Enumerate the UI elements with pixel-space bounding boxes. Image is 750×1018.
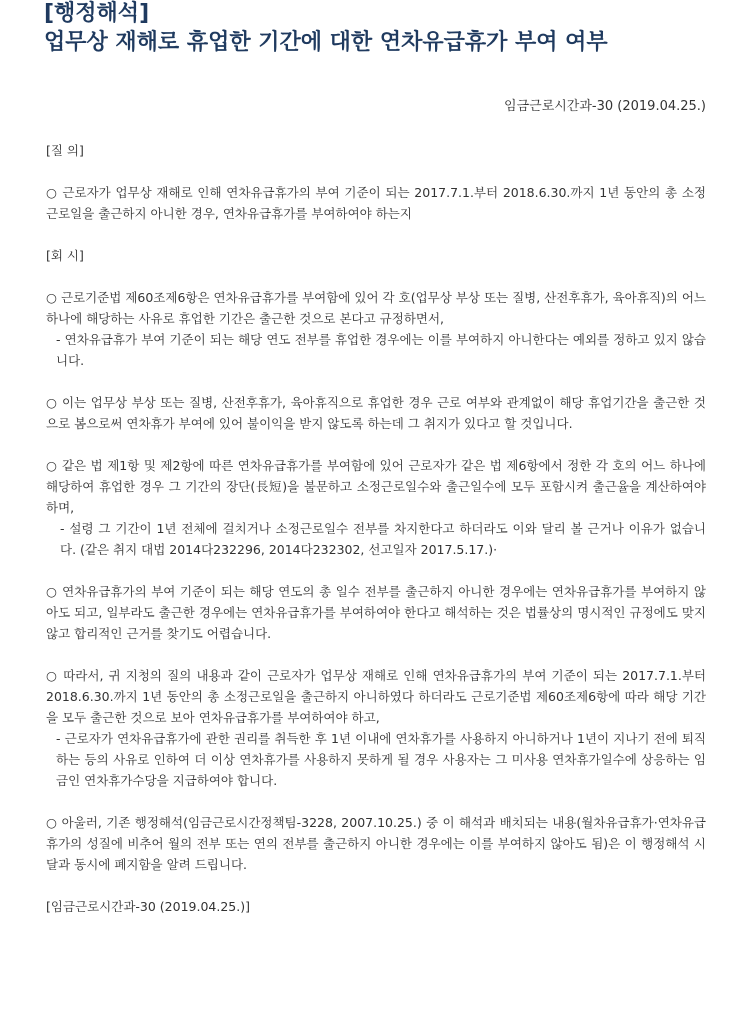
answer-paragraph-1-sub: - 연차유급휴가 부여 기준이 되는 해당 연도 전부를 휴업한 경우에는 이를 부여하지 아니한다는 예외를 정하고 있지 않습니다. [56,332,706,368]
answer-paragraph-1: ○ 근로기준법 제60조제6항은 연차유급휴가를 부여함에 있어 각 호(업무상 부상 또는 질병, 산전후휴가, 육아휴직)의 어느 하나에 해당하는 사유로 휴업한 기간은 출근한 것으로 본다고 규정하면서, [46,290,706,326]
document-body [46,140,706,917]
answer-paragraph-5: ○ 따라서, 귀 지청의 질의 내용과 같이 근로자가 업무상 재해로 인해 연차유급휴가의 부여 기준이 되는 2017.7.1.부터 2018.6.30.까지 1년 동안의 총 소정근로일을 출근하지 아니하였다 하더라도 근로기준법 제60조제6항에 따라 해당 기간을 모두 출근한 것으로 보아 연차유급휴가를 부여하여야 하고, [46,668,706,725]
footer-reference: [임금근로시간과-30 (2019.04.25.)] [46,899,250,914]
answer-label: [회 시] [46,248,84,263]
answer-paragraph-5-sub: - 근로자가 연차유급휴가에 관한 권리를 취득한 후 1년 이내에 연차휴가를 사용하지 아니하거나 1년이 지나기 전에 퇴직하는 등의 사유로 인하여 더 이상 연차휴가를 사용하지 못하게 될 경우 사용자는 그 미사용 연차휴가일수에 상응하는 임금인 연차휴가수당을 지급하여야 합니다. [56,731,706,788]
document-header [44,0,724,58]
question-label: [질 의] [46,143,84,158]
document-number: 임금근로시간과-30 (2019.04.25.) [504,99,706,114]
answer-paragraph-4: ○ 연차유급휴가의 부여 기준이 되는 해당 연도의 총 일수 전부를 출근하지 아니한 경우에는 연차유급휴가를 부여하지 않아도 되고, 일부라도 출근한 경우에는 연차유급휴가를 부여하여야 한다고 해석하는 것은 법률상의 명시적인 규정에도 맞지 않고 합리적인 근거를 찾기도 어렵습니다. [46,584,706,641]
answer-paragraph-3-sub: - 설령 그 기간이 1년 전체에 걸치거나 소정근로일수 전부를 차지한다고 하더라도 이와 달리 볼 근거나 이유가 없습니다. (같은 취지 대법 2014다232296, 2014다232302, 선고일자 2017.5.17.)· [60,521,706,557]
document-title: 업무상 재해로 휴업한 기간에 대한 연차유급휴가 부여 여부 [44,30,608,55]
question-text: ○ 근로자가 업무상 재해로 인해 연차유급휴가의 부여 기준이 되는 2017.7.1.부터 2018.6.30.까지 1년 동안의 총 소정근로일을 출근하지 아니한 경우, 연차유급휴가를 부여하여야 하는지 [46,185,706,221]
document-category: [행정해석] [44,1,150,26]
answer-paragraph-2: ○ 이는 업무상 부상 또는 질병, 산전후휴가, 육아휴직으로 휴업한 경우 근로 여부와 관계없이 해당 휴업기간을 출근한 것으로 봄으로써 연차휴가 부여에 있어 불이익을 받지 않도록 하는데 그 취지가 있다고 할 것입니다. [46,395,706,431]
answer-paragraph-6: ○ 아울러, 기존 행정해석(임금근로시간정책팀-3228, 2007.10.25.) 중 이 해석과 배치되는 내용(월차유급휴가·연차유급휴가의 성질에 비추어 월의 전부 또는 연의 전부를 출근하지 아니한 경우에는 이를 부여하지 않아도 됨)은 이 행정해석 시달과 동시에 폐지함을 알려 드립니다. [46,815,706,872]
answer-paragraph-3: ○ 같은 법 제1항 및 제2항에 따른 연차유급휴가를 부여함에 있어 근로자가 같은 법 제6항에서 정한 각 호의 어느 하나에 해당하여 휴업한 경우 그 기간의 장단(長短)을 불문하고 소정근로일수와 출근일수에 모두 포함시켜 출근율을 계산하여야 하며, [46,458,706,515]
